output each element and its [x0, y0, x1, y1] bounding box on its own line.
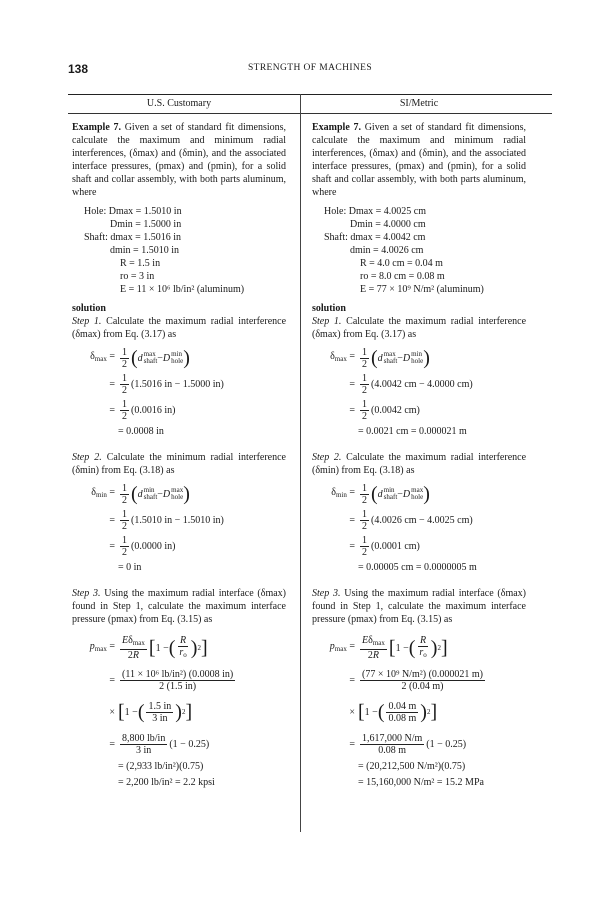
example-paragraph: [72, 121, 286, 199]
given-item: R = 1.5 in: [120, 258, 161, 269]
given-item: Shaft: dmax = 1.5016 in: [84, 232, 182, 243]
eq-value: (0.0001 cm): [371, 540, 420, 552]
step2-body: Calculate the minimum radial interference (δmin) from Eq. (3.18) as: [72, 452, 286, 476]
step2-equation: $\delta_{min}$ = $\frac{1}{2}$ ( d min shaft − D max hole ) = $\frac{1}{2}$ (4.0026 cm − 4.0025 cm) = $\frac{1}{2}$ (0.0001 cm) = 0.00005 cm = 0.0000005 m: [331, 482, 477, 573]
step2-body: Calculate the maximum radial interference (δmin) from Eq. (3.18) as: [312, 452, 527, 476]
given-item: Hole: Dmax = 1.5010 in: [84, 206, 182, 217]
given-item: Shaft: dmax = 4.0042 cm: [324, 232, 426, 243]
eq-value: = (20,212,500 N/m²)(0.75): [358, 760, 466, 772]
eq-result: = 0.0008 in: [118, 425, 164, 437]
example-paragraph: [312, 121, 526, 199]
step3-label: Step 3.: [72, 588, 101, 599]
step3-label: Step 3.: [312, 588, 341, 599]
step2-label: Step 2.: [72, 452, 102, 463]
step2-label: Step 2.: [312, 452, 342, 463]
eq-numerator: (77 × 10⁹ N/m²) (0.000021 m): [362, 668, 484, 680]
eq-numerator: 1,617,000 N/m: [362, 732, 423, 744]
top-rule: [68, 94, 552, 95]
running-title: STRENGTH OF MACHINES: [247, 63, 373, 73]
solution-heading: solution: [312, 303, 346, 314]
given-item: Dmin = 4.0000 cm: [350, 219, 426, 230]
column-divider: [300, 94, 301, 832]
eq-value: = (2,933 lb/in²)(0.75): [118, 760, 204, 772]
eq-value: (0.0000 in): [131, 540, 176, 552]
eq-numerator: 0.04 m: [388, 700, 417, 712]
eq-value: (4.0042 cm − 4.0000 cm): [371, 378, 473, 390]
example-label: Example 7.: [312, 122, 361, 133]
given-item: E = 11 × 10⁶ lb/in² (aluminum): [120, 284, 245, 295]
step1-body: Calculate the maximum radial interference (δmax) from Eq. (3.17) as: [72, 316, 287, 340]
page-number: 138: [68, 62, 89, 76]
eq-value: (0.0042 cm): [371, 404, 420, 416]
step3-equation: $p_{max}$ = $\frac{E\delta_{max}}{2R}$ [ 1 − ( $\frac{R}{r_o}$ ) 2 ] = $\frac{\text{(77 × 10⁹ N/m²) (0.000021 m)}}{2 (0.04 m)}$ × [ 1 − ( $\frac{0.04 m}{0.08 m}$ ) 2 ] = $\frac{1,617,000 N/m}{0.08 m}$ (1 − 0.25) = (20,212,500 N/m²)(0.75) = 15,160,000 N/m² = 15.2 MPa: [329, 635, 484, 788]
given-item: ro = 3 in: [120, 271, 155, 282]
given-item: dmin = 1.5010 in: [110, 245, 179, 256]
eq-tail: (1 − 0.25): [169, 738, 210, 750]
step1-text: [312, 315, 526, 341]
step3-body: Using the maximum radial interface (δmax) found in Step 1, calculate the maximum interface pressure (pmax) from Eq. (3.15) as: [312, 588, 527, 625]
eq-denominator: 2 (1.5 in): [159, 680, 197, 692]
eq-value: (1.5016 in − 1.5000 in): [131, 378, 224, 390]
eq-denominator: 3 in: [136, 744, 152, 756]
eq-result: = 0.0021 cm = 0.000021 m: [358, 425, 467, 437]
eq-value: (1.5010 in − 1.5010 in): [131, 514, 224, 526]
example-text: Given a set of standard fit dimensions, calculate the maximum and minimum radial interferences, (δmax) and (δmin), and the associated interface pressures, (pmax) and (pmin), for a solid shaft and collar assembly, with both parts aluminum, where: [312, 122, 527, 198]
eq-value: (0.0016 in): [131, 404, 176, 416]
step3-text: [312, 587, 526, 626]
step3-equation: $p_{max}$ = $\frac{E\delta_{max}}{2R}$ [ 1 − ( $\frac{R}{r_o}$ ) 2 ] = $\frac{\text{(11 × 10⁶ lb/in²) (0.0008 in)}}{2 (1.5 in)}$ × [ 1 − ( $\frac{1.5 in}{3 in}$ ) 2 ] = $\frac{8,800 lb/in}{3 in}$ (1 − 0.25) = (2,933 lb/in²)(0.75) = 2,200 lb/in² = 2.2 kpsi: [89, 635, 234, 788]
eq-result: = 15,160,000 N/m² = 15.2 MPa: [358, 776, 484, 788]
step3-text: [72, 587, 286, 626]
step1-text: [72, 315, 286, 341]
eq-numerator: 1.5 in: [148, 700, 172, 712]
given-item: R = 4.0 cm = 0.04 m: [360, 258, 443, 269]
given-item: Dmin = 1.5000 in: [110, 219, 182, 230]
subheader-rule: [68, 113, 552, 114]
eq-denominator: 0.08 m: [388, 712, 417, 724]
eq-denominator: 3 in: [152, 712, 168, 724]
step1-body: Calculate the maximum radial interference (δmax) from Eq. (3.17) as: [312, 316, 527, 340]
example-text: Given a set of standard fit dimensions, calculate the maximum and minimum radial interferences, (δmax) and (δmin), and the associated interface pressures, (pmax) and (pmin), for a solid shaft and collar assembly, with both parts aluminum, where: [72, 122, 287, 198]
given-item: Hole: Dmax = 4.0025 cm: [324, 206, 427, 217]
eq-result: = 0 in: [118, 561, 142, 573]
solution-heading: solution: [72, 303, 106, 314]
given-item: ro = 8.0 cm = 0.08 m: [360, 271, 445, 282]
eq-tail: (1 − 0.25): [426, 738, 467, 750]
given-item: E = 77 × 10⁹ N/m² (aluminum): [360, 284, 484, 295]
step2-text: [312, 451, 526, 477]
eq-denominator: 0.08 m: [378, 744, 407, 756]
given-item: dmin = 4.0026 cm: [350, 245, 424, 256]
page-header: [68, 62, 552, 76]
step1-label: Step 1.: [312, 316, 342, 327]
left-column: [72, 121, 286, 792]
step3-body: Using the maximum radial interface (δmax) found in Step 1, calculate the maximum interface pressure (pmax) from Eq. (3.15) as: [72, 588, 287, 625]
step1-label: Step 1.: [72, 316, 102, 327]
right-column-title: SI/Metric: [399, 98, 439, 109]
left-column-title: U.S. Customary: [146, 98, 212, 109]
eq-numerator: (11 × 10⁶ lb/in²) (0.0008 in): [122, 668, 234, 680]
step1-equation: $\delta_{max}$ = $\frac{1}{2}$ ( d max shaft − D min hole ) = $\frac{1}{2}$ (1.5016 in − 1.5000 in) = $\frac{1}{2}$ (0.0016 in) = 0.0008 in: [90, 346, 224, 437]
step2-text: [72, 451, 286, 477]
eq-numerator: 8,800 lb/in: [122, 732, 166, 744]
example-label: Example 7.: [72, 122, 121, 133]
step1-equation: $\delta_{max}$ = $\frac{1}{2}$ ( d max shaft − D min hole ) = $\frac{1}{2}$ (4.0042 cm − 4.0000 cm) = $\frac{1}{2}$ (0.0042 cm) = 0.0021 cm = 0.000021 m: [330, 346, 473, 437]
eq-denominator: 2 (0.04 m): [401, 680, 444, 692]
right-column: [312, 121, 526, 792]
eq-result: = 0.00005 cm = 0.0000005 m: [358, 561, 477, 573]
eq-value: (4.0026 cm − 4.0025 cm): [371, 514, 473, 526]
eq-result: = 2,200 lb/in² = 2.2 kpsi: [118, 776, 215, 788]
givens-list: [84, 205, 286, 296]
givens-list: [324, 205, 526, 296]
step2-equation: $\delta_{min}$ = $\frac{1}{2}$ ( d min shaft − D max hole ) = $\frac{1}{2}$ (1.5010 in − 1.5010 in) = $\frac{1}{2}$ (0.0000 in) = 0 in: [91, 482, 224, 573]
